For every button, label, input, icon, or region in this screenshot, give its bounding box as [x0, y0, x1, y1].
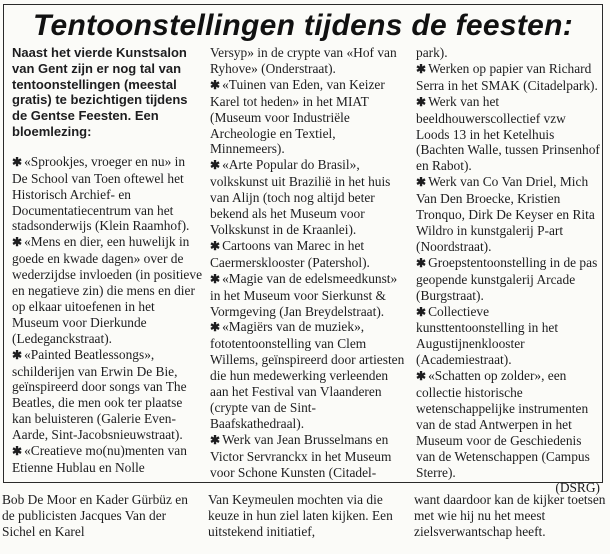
column-3-items [416, 61, 600, 481]
bullet-icon: ✱ [416, 61, 427, 76]
list-item [210, 77, 408, 158]
column-2-items [210, 77, 408, 481]
list-item-text: Groepstentoonstelling in de pas geopende kunstgalerij Arcade (Burgstraat). [416, 254, 598, 303]
column-2 [210, 45, 408, 481]
bullet-icon: ✱ [210, 432, 221, 447]
bottom-text-col-2: Van Keymeulen mochten via die keuze in hun ziel laten kijken. Een uitstekend initiatief, [208, 492, 393, 539]
list-item [210, 238, 408, 271]
bullet-icon: ✱ [210, 271, 221, 286]
list-item [210, 432, 408, 481]
bullet-icon: ✱ [210, 238, 221, 253]
list-item-text: «Painted Beatlessongs», schilderijen van Erwin De Bie, geïnspireerd door songs van The Beatles, die men ook ter plaatse kan beluisteren (Galerie Even-Aarde, Sint-Jacobsnieuwstraat). [12, 346, 187, 443]
list-item [416, 304, 600, 369]
list-item [416, 368, 600, 480]
list-item [12, 154, 202, 235]
column-2-lead: Versyp» in de crypte van «Hof van Ryhove» (Onderstraat). [210, 45, 397, 76]
list-item [416, 94, 600, 175]
article-box [3, 4, 603, 496]
list-item [416, 61, 600, 94]
list-item-text: «Tuinen van Eden, van Keizer Karel tot heden» in het MIAT (Museum voor Industriële Archeologie en Textiel, Minnemeers). [210, 76, 385, 157]
headline: Tentoonstellingen tijdens de feesten: [32, 9, 574, 42]
list-item [210, 271, 408, 320]
bullet-icon: ✱ [416, 304, 427, 319]
list-item-text: Collectieve kunsttentoonstelling in het Augustijnenklooster (Academiestraat). [416, 303, 559, 368]
list-item-text: «Sprookjes, vroeger en nu» in De School van Toen oftewel het Historisch Archief- en Documentatiecentrum van het stadsonderwijs (Klein Raamhof). [12, 153, 190, 234]
list-item-text: Werken op papier van Richard Serra in het SMAK (Citadelpark). [416, 60, 598, 93]
bullet-icon: ✱ [416, 175, 427, 190]
column-1-items [12, 154, 202, 476]
bottom-text-col-3: want daardoor kan de kijker toetsen met wie hij nu het meest zielsverwantschap heeft. [414, 492, 606, 539]
list-item-text: Werk van het beeldhouwerscollectief vzw Loods 13 in het Ketelhuis (Bachten Walle, tussen Prinsenhof en Rabot). [416, 93, 600, 174]
bullet-icon: ✱ [416, 369, 427, 384]
list-item-text: «Mens en dier, een huwelijk in goede en kwade dagen» over de wederzijdse invloeden (in positieve en negatieve zin) die mens en dier op elkaar uitoefenen in het Museum voor Dierkunde (Ledeganckstraat). [12, 234, 203, 346]
bullet-icon: ✱ [210, 158, 221, 173]
bullet-icon: ✱ [210, 77, 221, 92]
column-1 [12, 45, 202, 481]
list-item-text: «Magie van de edelsmeedkunst» in het Museum voor Sierkunst & Vormgeving (Jan Breydelstraat). [210, 270, 398, 319]
list-item-text: Werk van Jean Brusselmans en Victor Servranckx in het Museum voor Schone Kunsten (Citadel- [210, 431, 392, 480]
bullet-icon: ✱ [12, 444, 23, 459]
list-item-text: «Schatten op zolder», een collectie historische wetenschappelijke instrumenten van de stad Antwerpen in het Museum voor de Geschiedenis van de Wetenschappen (Campus Sterre). [416, 368, 590, 480]
list-item [416, 255, 600, 304]
bullet-icon: ✱ [210, 320, 221, 335]
article-columns [12, 45, 600, 496]
list-item [12, 234, 202, 346]
bullet-icon: ✱ [416, 94, 427, 109]
list-item-text: Cartoons van Marec in het Caermersklooster (Patershol). [210, 237, 370, 270]
bullet-icon: ✱ [12, 235, 23, 250]
list-item-text: «Arte Popular do Brasil», volkskunst uit Brazilië in het huis van Alijn (toch nog altijd beter bekend als het Museum voor Volkskunst in de Kraanlei). [210, 157, 391, 237]
intro-paragraph: Naast het vierde Kunstsalon van Gent zijn er nog tal van tentoonstellingen (meestal gratis) te bezichtigen tijdens de Gentse Feesten. Een bloemlezing: [12, 45, 188, 139]
signature: (DSRG) [555, 480, 600, 496]
list-item-text: Werk van Co Van Driel, Mich Van Den Broecke, Kristien Tronquo, Dirk De Keyser en Rita Wildro in kunstgalerij P-art (Noordstraat). [416, 174, 595, 254]
list-item [416, 174, 600, 255]
list-item [210, 319, 408, 431]
column-3-lead: park). [416, 45, 448, 60]
list-item-text: «Magiërs van de muziek», fototentoonstelling van Clem Willems, geïnspireerd door artiesten die hun medewerking verleenden aan het Festival van Vlaanderen (crypte van de Sint-Baafskathedraal). [210, 319, 405, 431]
bullet-icon: ✱ [12, 154, 23, 169]
list-item-text: «Creatieve mo(nu)menten van Etienne Hublau en Nolle [12, 443, 187, 475]
list-item [210, 157, 408, 238]
list-item [12, 443, 202, 476]
bullet-icon: ✱ [416, 255, 427, 270]
list-item [12, 347, 202, 443]
bottom-text-col-1: Bob De Moor en Kader Gürbüz en de publicisten Jacques Van der Sichel en Karel [2, 492, 188, 539]
bullet-icon: ✱ [12, 347, 23, 362]
column-3 [416, 45, 600, 496]
